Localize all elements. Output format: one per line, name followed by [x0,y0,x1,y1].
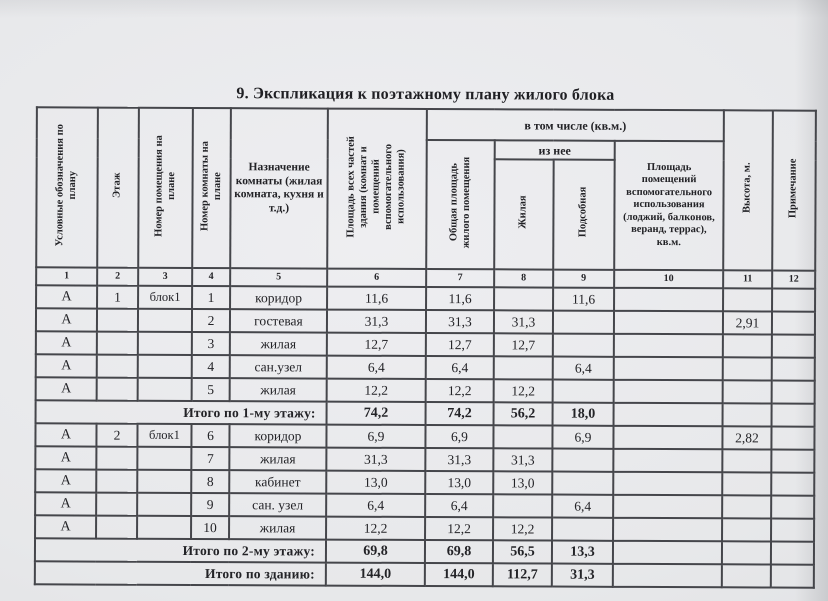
cell-aux-use-area [614,311,723,334]
cell-all-parts-area: 11,6 [327,287,426,310]
cell-living [494,287,553,310]
col-header-auxiliary [553,160,614,270]
cell-floor [96,516,137,539]
building-total-auxiliary: 31,3 [552,564,613,587]
cell-note [771,450,814,473]
cell-auxiliary [552,449,613,472]
col-header-designation-label: Условные обозначения по плану [54,123,79,247]
col-number: 8 [494,269,553,287]
floor1-total-label: Итого по 1-му этажу: [36,400,327,424]
floor2-total-all-parts: 69,8 [326,540,425,563]
floor1-total-auxiliary: 18,0 [553,403,614,426]
cell-purpose: коридор [229,424,326,447]
cell-note [772,358,815,381]
cell-auxiliary [552,518,613,541]
cell-designation: А [35,515,96,538]
cell-purpose: коридор [230,286,327,309]
cell-purpose: гостевая [230,309,327,332]
cell-room-number: 3 [192,332,230,355]
cell-height [723,380,772,403]
col-header-room-purpose [230,108,328,268]
cell-aux-use-area [614,334,723,357]
explication-sheet [34,84,815,588]
col-header-room-number-label: Номер комнаты на плане [198,140,223,231]
floor1-total-living: 56,2 [494,402,553,425]
cell-height [722,518,771,541]
cell-note [772,381,815,404]
cell-living: 31,3 [493,448,552,471]
cell-designation: А [36,285,97,308]
group-header-of-which: из нее [495,140,615,160]
floor1-total-row [36,400,815,426]
cell-floor: 2 [96,424,137,447]
cell-floor: 1 [97,286,138,309]
col-header-designation [36,107,98,267]
col-header-floor [97,108,139,268]
cell-note [771,427,814,450]
cell-all-parts-area: 12,7 [327,333,426,356]
col-header-note-label: Примечание [787,158,799,218]
col-number: 12 [772,271,815,289]
cell-height [722,449,771,472]
cell-all-parts-area: 31,3 [327,310,426,333]
cell-designation: А [36,377,97,400]
group-header-in-total: в том числе (кв.м.) [427,109,724,141]
col-header-room-number [192,108,231,268]
cell-floor [96,493,137,516]
cell-note [771,473,814,496]
cell-aux-use-area [614,380,723,403]
cell-auxiliary: 6,4 [552,495,613,518]
cell-height [723,288,772,311]
floor2-total-label: Итого по 2-му этажу: [35,538,326,562]
cell-all-parts-area: 6,4 [327,356,426,379]
col-number: 9 [553,270,614,288]
cell-floor [97,309,138,332]
cell-floor [97,332,138,355]
building-total-living: 112,7 [493,563,552,586]
col-header-all-parts-area [327,109,427,269]
cell-all-parts-area: 6,9 [326,425,425,448]
cell-aux-use-area [614,357,723,380]
cell-designation: А [36,308,97,331]
cell-all-parts-area: 6,4 [326,494,425,517]
cell-all-parts-area: 12,2 [326,517,425,540]
cell-note [772,335,815,358]
cell-total-living-area: 31,3 [426,310,494,333]
cell-height [723,357,772,380]
table-row [35,469,814,495]
col-header-auxiliary-label: Подсобная [577,186,589,238]
cell-room-number: 9 [191,493,229,516]
col-number: 5 [230,268,327,286]
cell-height: 2,91 [723,311,772,334]
cell-designation: А [35,492,96,515]
cell-designation: А [35,446,96,469]
cell-height [723,403,772,426]
cell-purpose: жилая [229,447,326,470]
col-header-aux-use-area: Площадь помещений вспомогательного использования (лоджий, балконов, веранд, террас), кв.м. [614,141,724,270]
cell-total-living-area: 6,9 [425,425,493,448]
table-row [35,446,814,472]
cell-room-number: 2 [192,309,230,332]
cell-unit: блок1 [137,424,191,447]
cell-height [722,541,771,564]
cell-auxiliary [553,380,614,403]
cell-all-parts-area: 31,3 [326,448,425,471]
cell-unit [138,378,192,401]
cell-total-living-area: 6,4 [425,494,493,517]
col-number: 7 [426,269,494,287]
floor1-total-all-parts: 74,2 [327,402,426,425]
cell-designation: А [35,423,96,446]
cell-auxiliary: 6,9 [552,426,613,449]
cell-total-living-area: 12,2 [425,517,493,540]
table-row [35,515,814,541]
cell-room-number: 1 [192,286,230,309]
cell-designation: А [35,469,96,492]
cell-designation: А [36,354,97,377]
cell-room-number: 4 [192,355,230,378]
col-number: 4 [192,268,230,286]
cell-floor [97,378,138,401]
col-header-height-label: Высота, м. [741,162,753,214]
building-total-label: Итого по зданию: [35,561,326,585]
building-total-row [35,561,814,587]
cell-note [771,565,814,588]
col-header-total-living-area [426,140,495,269]
col-header-total-living-area-label: Общая площадь жилого помещения [447,156,472,248]
cell-unit [137,493,191,516]
cell-auxiliary [553,311,614,334]
cell-aux-use-area [613,564,722,587]
cell-height [722,472,771,495]
cell-unit [137,447,191,470]
table-row [36,331,815,357]
cell-auxiliary [553,334,614,357]
col-number: 3 [138,268,192,286]
cell-living: 12,7 [494,333,553,356]
cell-unit [137,516,191,539]
cell-note [771,519,814,542]
col-header-unit-number [138,108,193,268]
cell-aux-use-area [613,495,722,518]
cell-aux-use-area [614,403,723,426]
cell-all-parts-area: 12,2 [327,379,426,402]
col-header-floor-label: Этаж [111,172,123,198]
col-header-all-parts-area-label: Площадь всех частей здания (комнат и помещений вспомогательного использования) [345,135,407,237]
cell-height [723,334,772,357]
floor1-total-living-area: 74,2 [426,402,494,425]
cell-room-number: 8 [191,470,229,493]
cell-auxiliary: 11,6 [553,288,614,311]
cell-auxiliary [552,472,613,495]
cell-unit: блок1 [138,286,192,309]
floor2-total-auxiliary: 13,3 [552,541,613,564]
col-number: 11 [723,270,772,288]
cell-unit [138,332,192,355]
cell-aux-use-area [613,541,722,564]
col-number: 10 [614,270,723,288]
cell-floor [97,355,138,378]
col-number: 6 [327,269,426,287]
cell-purpose: жилая [230,378,327,401]
cell-living [494,356,553,379]
col-header-room-purpose-label: Назначение комнаты (жилая комната, кухня и т.д.) [234,161,324,214]
cell-room-number: 7 [191,447,229,470]
cell-height: 2,82 [722,426,771,449]
cell-aux-use-area [613,426,722,449]
cell-living [493,494,552,517]
table-row [35,423,814,449]
cell-height [722,564,771,587]
table-row [36,377,815,403]
header-row-1 [37,107,816,141]
page-title: 9. Экспликация к поэтажному плану жилого блока [236,85,615,104]
cell-room-number: 5 [192,378,230,401]
cell-note [771,542,814,565]
cell-aux-use-area [613,449,722,472]
col-header-height [723,110,773,270]
table-row [36,354,815,380]
col-header-living [494,159,553,269]
cell-auxiliary: 6,4 [553,357,614,380]
cell-aux-use-area [613,472,722,495]
cell-unit [137,470,191,493]
cell-total-living-area: 11,6 [426,287,494,310]
cell-aux-use-area [614,288,723,311]
col-number: 1 [36,267,97,285]
table-row [36,308,815,334]
floor2-total-row [35,538,814,564]
col-number: 2 [97,268,138,286]
cell-total-living-area: 12,7 [426,333,494,356]
cell-total-living-area: 31,3 [425,448,493,471]
explication-table [34,106,817,588]
cell-height [722,495,771,518]
cell-total-living-area: 13,0 [425,471,493,494]
cell-purpose: жилая [230,332,327,355]
cell-living: 13,0 [493,471,552,494]
cell-unit [138,309,192,332]
cell-living: 31,3 [494,310,553,333]
cell-note [772,404,815,427]
cell-purpose: сан. узел [229,493,326,516]
cell-purpose: жилая [229,516,326,539]
building-total-all-parts: 144,0 [326,563,425,586]
cell-living: 12,2 [493,517,552,540]
cell-living [493,425,552,448]
cell-purpose: кабинет [229,470,326,493]
floor2-total-living: 56,5 [493,540,552,563]
building-total-living-area: 144,0 [425,563,493,586]
cell-note [772,289,815,312]
cell-room-number: 6 [191,424,229,447]
cell-total-living-area: 12,2 [426,379,494,402]
cell-aux-use-area [613,518,722,541]
col-header-note [772,111,816,271]
table-row [35,492,814,518]
col-header-living-label: Жилая [517,195,529,229]
table-row [36,285,815,311]
cell-total-living-area: 6,4 [426,356,494,379]
cell-note [772,312,815,335]
cell-room-number: 10 [191,516,229,539]
cell-living: 12,2 [494,379,553,402]
cell-purpose: сан.узел [230,355,327,378]
cell-all-parts-area: 13,0 [326,471,425,494]
cell-note [771,496,814,519]
cell-unit [138,355,192,378]
col-header-unit-number-label: Номер помещения на плане [152,134,177,237]
cell-floor [96,447,137,470]
cell-designation: А [36,331,97,354]
cell-floor [96,470,137,493]
floor2-total-living-area: 69,8 [425,540,493,563]
